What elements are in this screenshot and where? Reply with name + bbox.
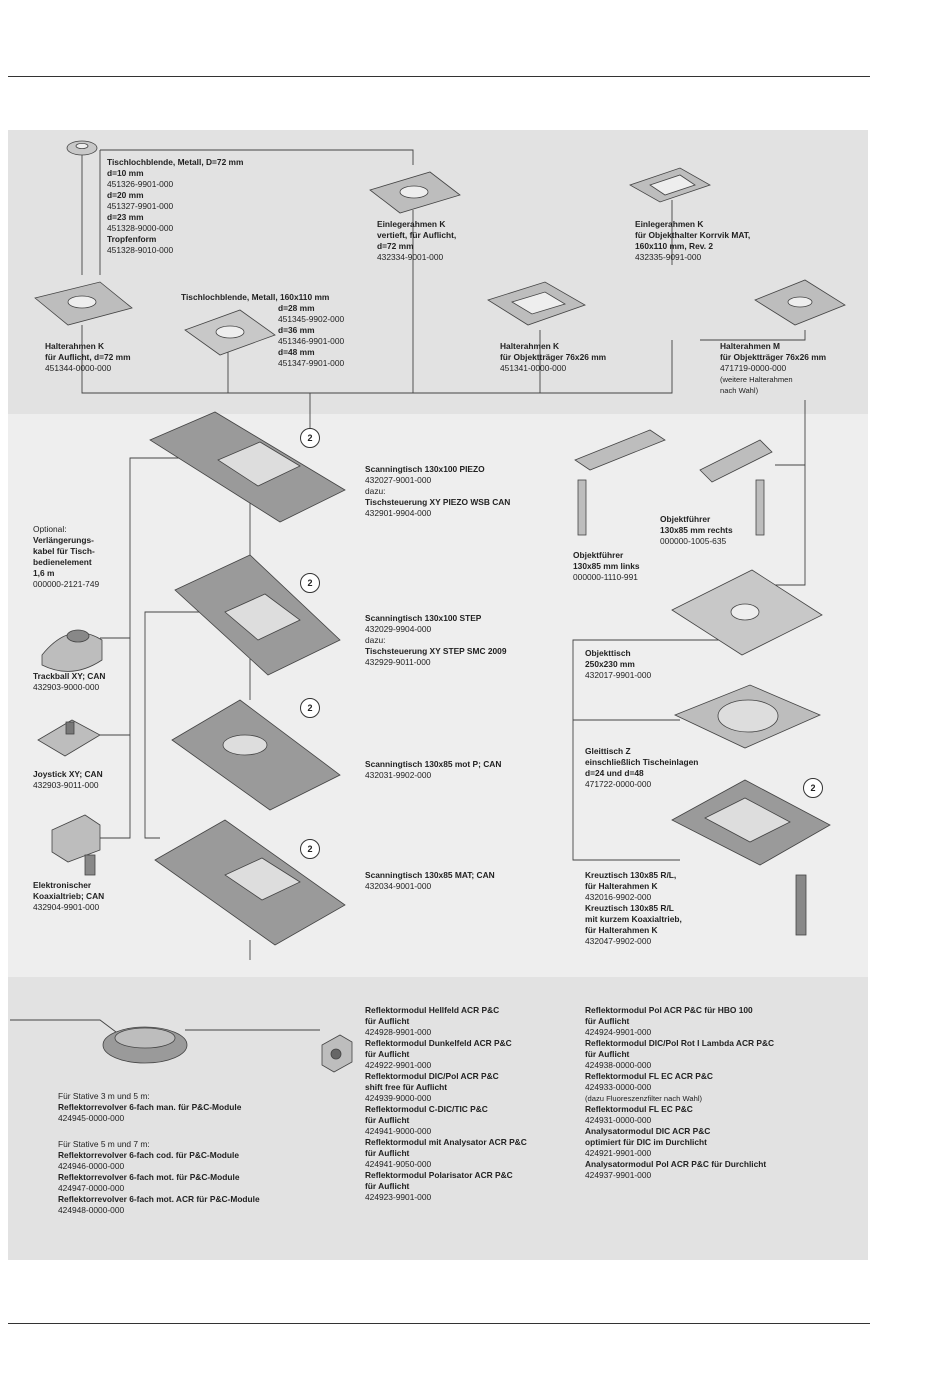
label-line: Kreuztisch 130x85 R/L — [585, 903, 674, 913]
label-line: 451341-0000-000 — [500, 363, 567, 373]
label-line: 432929-9011-000 — [365, 657, 431, 667]
label-line: 451327-9901-000 — [107, 201, 174, 211]
label-line: Analysatormodul Pol ACR P&C für Durchlicht — [585, 1159, 767, 1169]
label-line: 424931-0000-000 — [585, 1115, 652, 1125]
badge-kreuztisch: 2 — [803, 778, 823, 798]
label-line: für Auflicht, d=72 mm — [45, 352, 131, 362]
label-line: d=23 mm — [107, 212, 144, 222]
label-line: d=36 mm — [278, 325, 315, 335]
label-line: 424923-9901-000 — [365, 1192, 432, 1202]
label-scanningtisch-mat — [365, 870, 495, 892]
label-line: Tischsteuerung XY STEP SMC 2009 — [365, 646, 507, 656]
badge-scanning-motp: 2 — [300, 698, 320, 718]
label-line: 451347-9901-000 — [278, 358, 345, 368]
label-line: Reflektormodul DIC/Pol Rot I Lambda ACR P&C — [585, 1038, 775, 1048]
label-line: 432034-9001-000 — [365, 881, 432, 891]
label-line: Reflektormodul Polarisator ACR P&C — [365, 1170, 513, 1180]
label-line: 432017-9901-000 — [585, 670, 652, 680]
label-line: 424922-9901-000 — [365, 1060, 432, 1070]
label-line: Reflektorrevolver 6-fach mot. ACR für P&C-Module — [58, 1194, 260, 1204]
label-tischlochblende-160 — [181, 292, 329, 303]
label-line: 451328-9010-000 — [107, 245, 174, 255]
label-line: Objektführer — [660, 514, 711, 524]
label-line: 130x85 mm rechts — [660, 525, 733, 535]
label-line: Reflektormodul Hellfeld ACR P&C — [365, 1005, 500, 1015]
label-line: 432335-9091-000 — [635, 252, 702, 262]
label-line: 000000-1110-991 — [573, 572, 638, 582]
label-line: für Auflicht — [365, 1115, 410, 1125]
label-line: Reflektormodul mit Analysator ACR P&C — [365, 1137, 527, 1147]
label-line: Koaxialtrieb; CAN — [33, 891, 105, 901]
label-line: mit kurzem Koaxialtrieb, — [585, 914, 682, 924]
label-line: Scanningtisch 130x85 MAT; CAN — [365, 870, 495, 880]
label-line: Reflektormodul C-DIC/TIC P&C — [365, 1104, 488, 1114]
badge-scanning-piezo: 2 — [300, 428, 320, 448]
label-scanningtisch-step — [365, 613, 507, 668]
label-line: (dazu Fluoreszenzfilter nach Wahl) — [585, 1094, 703, 1103]
label-line: für Objekthalter Korrvik MAT, — [635, 230, 751, 240]
label-line: für Halterahmen K — [585, 881, 658, 891]
label-line: 424948-0000-000 — [58, 1205, 125, 1215]
label-line: 471719-0000-000 — [720, 363, 787, 373]
label-line: 432027-9001-000 — [365, 475, 432, 485]
label-line: 432334-9001-000 — [377, 252, 444, 262]
label-line: für Auflicht — [365, 1049, 410, 1059]
label-line: Elektronischer — [33, 880, 92, 890]
label-line: Reflektorrevolver 6-fach mot. für P&C-Module — [58, 1172, 240, 1182]
label-einlegerahmen-korrvik — [635, 219, 750, 263]
label-line: 432904-9901-000 — [33, 902, 100, 912]
label-line: Optional: — [33, 524, 67, 534]
label-line: für Objektträger 76x26 mm — [500, 352, 607, 362]
label-optional-kabel — [33, 524, 99, 590]
label-line: Halterahmen K — [45, 341, 105, 351]
label-line: für Auflicht — [365, 1148, 410, 1158]
label-line: Für Stative 5 m und 7 m: — [58, 1139, 150, 1149]
label-line: Objektführer — [573, 550, 624, 560]
label-line: 424924-9901-000 — [585, 1027, 652, 1037]
label-line: einschließlich Tischeinlagen — [585, 757, 699, 767]
label-line: 432047-9902-000 — [585, 936, 652, 946]
label-line: Tischlochblende, Metall, D=72 mm — [107, 157, 244, 167]
label-line: 000000-1005-635 — [660, 536, 727, 546]
label-revolver-5m7m — [58, 1139, 260, 1216]
label-line: 432903-9000-000 — [33, 682, 100, 692]
label-line: Reflektorrevolver 6-fach man. für P&C-Module — [58, 1102, 242, 1112]
label-line: für Auflicht — [585, 1049, 630, 1059]
label-line: shift free für Auflicht — [365, 1082, 448, 1092]
label-halterahmen-auflicht — [45, 341, 131, 374]
label-line: d=28 mm — [278, 303, 315, 313]
label-line: Scanningtisch 130x100 PIEZO — [365, 464, 485, 474]
label-trackball — [33, 671, 105, 693]
badge-scanning-step: 2 — [300, 573, 320, 593]
label-line: für Auflicht — [365, 1181, 410, 1191]
label-line: Tischlochblende, Metall, 160x110 mm — [181, 292, 330, 302]
label-reflektor-col2 — [585, 1005, 774, 1181]
label-line: d=24 und d=48 — [585, 768, 644, 778]
label-einlegerahmen-vertieft — [377, 219, 456, 263]
label-line: Reflektormodul FL EC P&C — [585, 1104, 693, 1114]
label-line: Reflektorrevolver 6-fach cod. für P&C-Module — [58, 1150, 240, 1160]
label-line: Reflektormodul DIC/Pol ACR P&C — [365, 1071, 499, 1081]
label-line: d=20 mm — [107, 190, 144, 200]
label-line: 130x85 mm links — [573, 561, 640, 571]
label-line: Scanningtisch 130x100 STEP — [365, 613, 482, 623]
label-gleittisch — [585, 746, 698, 790]
label-line: Für Stative 3 m und 5 m: — [58, 1091, 150, 1101]
label-line: d=10 mm — [107, 168, 144, 178]
label-line: für Auflicht — [585, 1016, 630, 1026]
label-line: Reflektormodul FL EC ACR P&C — [585, 1071, 713, 1081]
label-line: 424945-0000-000 — [58, 1113, 125, 1123]
badge-scanning-mat: 2 — [300, 839, 320, 859]
label-line: Scanningtisch 130x85 mot P; CAN — [365, 759, 502, 769]
label-line: vertieft, für Auflicht, — [377, 230, 457, 240]
label-line: 432903-9011-000 — [33, 780, 99, 790]
label-line: d=72 mm — [377, 241, 414, 251]
label-tischlochblende-72 — [107, 157, 243, 256]
label-line: d=48 mm — [278, 347, 315, 357]
part-illustrations — [35, 141, 845, 1072]
label-line: 1,6 m — [33, 568, 55, 578]
label-line: 424939-9000-000 — [365, 1093, 432, 1103]
label-line: Tropfenform — [107, 234, 157, 244]
label-line: für Objektträger 76x26 mm — [720, 352, 827, 362]
label-line: 424937-9901-000 — [585, 1170, 652, 1180]
label-line: Halterahmen K — [500, 341, 560, 351]
label-line: Halterahmen M — [720, 341, 781, 351]
label-line: Trackball XY; CAN — [33, 671, 106, 681]
label-line: Analysatormodul DIC ACR P&C — [585, 1126, 711, 1136]
label-line: für Auflicht — [365, 1016, 410, 1026]
label-line: dazu: — [365, 486, 386, 496]
label-line: Reflektormodul Pol ACR P&C für HBO 100 — [585, 1005, 753, 1015]
label-line: für Halterahmen K — [585, 925, 658, 935]
label-line: 451345-9902-000 — [278, 314, 345, 324]
label-line: 451346-9901-000 — [278, 336, 345, 346]
label-line: 424941-9000-000 — [365, 1126, 432, 1136]
label-line: 451344-0000-000 — [45, 363, 112, 373]
label-line: 432031-9902-000 — [365, 770, 432, 780]
label-line: Verlängerungs- — [33, 535, 94, 545]
label-reflektor-col1 — [365, 1005, 527, 1203]
label-line: 432901-9904-000 — [365, 508, 432, 518]
label-line: 451326-9901-000 — [107, 179, 174, 189]
label-line: Kreuztisch 130x85 R/L, — [585, 870, 677, 880]
label-line: 424921-9901-000 — [585, 1148, 652, 1158]
label-line: Gleittisch Z — [585, 746, 631, 756]
label-line: 250x230 mm — [585, 659, 635, 669]
label-tischlochblende-160-parts — [278, 303, 344, 369]
label-line: kabel für Tisch- — [33, 546, 95, 556]
label-line: 424947-0000-000 — [58, 1183, 125, 1193]
label-line: 424946-0000-000 — [58, 1161, 125, 1171]
label-kreuztisch — [585, 870, 682, 947]
label-line: Objekttisch — [585, 648, 631, 658]
label-line: 424941-9050-000 — [365, 1159, 432, 1169]
label-line: Tischsteuerung XY PIEZO WSB CAN — [365, 497, 511, 507]
label-objektfuehrer-links — [573, 550, 640, 583]
label-line: 160x110 mm, Rev. 2 — [635, 241, 714, 251]
label-line: 432029-9904-000 — [365, 624, 432, 634]
label-halterahmen-objekttraeger — [500, 341, 606, 374]
label-line: 424938-0000-000 — [585, 1060, 652, 1070]
label-line: Joystick XY; CAN — [33, 769, 103, 779]
label-line: Einlegerahmen K — [635, 219, 704, 229]
label-line: 451328-9000-000 — [107, 223, 174, 233]
label-scanningtisch-motp — [365, 759, 501, 781]
label-scanningtisch-piezo — [365, 464, 510, 519]
label-line: nach Wahl) — [720, 386, 759, 395]
label-line: optimiert für DIC im Durchlicht — [585, 1137, 707, 1147]
label-line: Reflektormodul Dunkelfeld ACR P&C — [365, 1038, 512, 1048]
label-line: Einlegerahmen K — [377, 219, 446, 229]
connector-lines — [10, 148, 805, 1035]
label-line: dazu: — [365, 635, 386, 645]
label-objekttisch — [585, 648, 651, 681]
label-line: (weitere Halterahmen — [720, 375, 793, 384]
label-revolver-3m5m — [58, 1091, 241, 1124]
label-line: 471722-0000-000 — [585, 779, 652, 789]
label-line: bedienelement — [33, 557, 92, 567]
label-koaxialtrieb — [33, 880, 104, 913]
label-halterahmen-m — [720, 341, 826, 396]
label-joystick — [33, 769, 103, 791]
label-line: 432016-9902-000 — [585, 892, 652, 902]
label-line: 424928-9901-000 — [365, 1027, 432, 1037]
label-line: 000000-2121-749 — [33, 579, 100, 589]
label-objektfuehrer-rechts — [660, 514, 733, 547]
label-line: 424933-0000-000 — [585, 1082, 652, 1092]
